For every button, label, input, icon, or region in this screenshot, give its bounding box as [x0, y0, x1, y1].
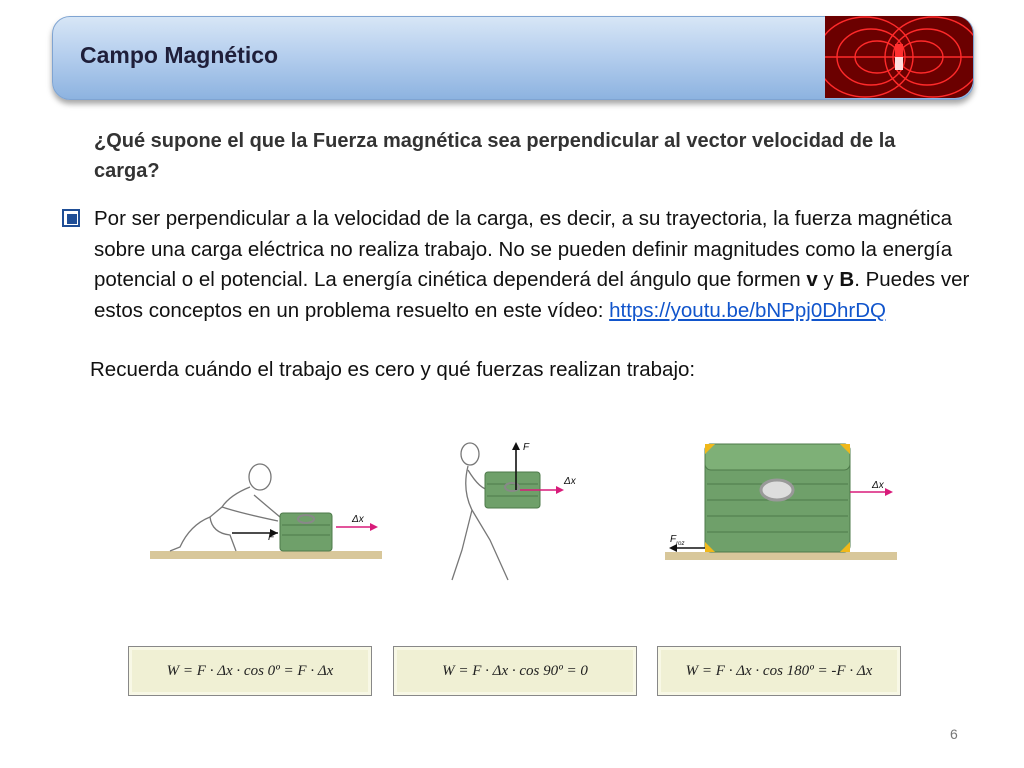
fig3-dx-label: Δx	[872, 480, 884, 491]
paragraph-text-2: y	[817, 268, 840, 291]
vector-b: B	[839, 268, 855, 291]
paragraph-text-1: Por ser perpendicular a la velocidad de la carga, es decir, a su trayectoria, la fuerza magnética sobre una carga eléctrica no realiza trabajo. No se pueden definir magnitudes como la energía potencial o el potencial. La energía cinética dependerá del ángulo que formen	[94, 207, 953, 291]
fig1-force-label: F	[268, 532, 275, 543]
recall-text: Recuerda cuándo el trabajo es cero y qué fuerzas realizan trabajo:	[90, 358, 696, 381]
formula-box-3: W = F · Δx · cos 180º = -F · Δx	[657, 646, 901, 696]
magnetic-field-lines-icon	[825, 16, 973, 98]
fig2-force-label: F	[523, 442, 530, 453]
fig1-dx-label: Δx	[352, 514, 364, 525]
vector-v: v	[806, 268, 818, 291]
fig2-dx-label: Δx	[564, 476, 576, 487]
page-number: 6	[950, 726, 958, 742]
question-text: ¿Qué supone el que la Fuerza magnética sea perpendicular al vector velocidad de la carga?	[94, 130, 896, 182]
figure-carry-suitcase	[440, 440, 600, 590]
checkbox-bullet-icon	[62, 209, 80, 227]
slide-title: Campo Magnético	[80, 42, 279, 68]
paragraph-text-3: . Puedes ver estos conceptos en un problema resuelto en este vídeo:	[94, 268, 970, 322]
fig3-force-label	[670, 534, 684, 547]
figure-push-suitcase	[150, 455, 385, 570]
fig3-force-letter: F	[670, 534, 677, 545]
video-link[interactable]: https://youtu.be/bNPpj0DhrDQ	[609, 298, 886, 322]
formula-box-1: W = F · Δx · cos 0º = F · Δx	[128, 646, 372, 696]
explanation-paragraph	[94, 204, 974, 326]
figure-friction-suitcase	[665, 440, 900, 565]
formula-box-2: W = F · Δx · cos 90º = 0	[393, 646, 637, 696]
fig3-force-sub: roz	[676, 541, 685, 547]
